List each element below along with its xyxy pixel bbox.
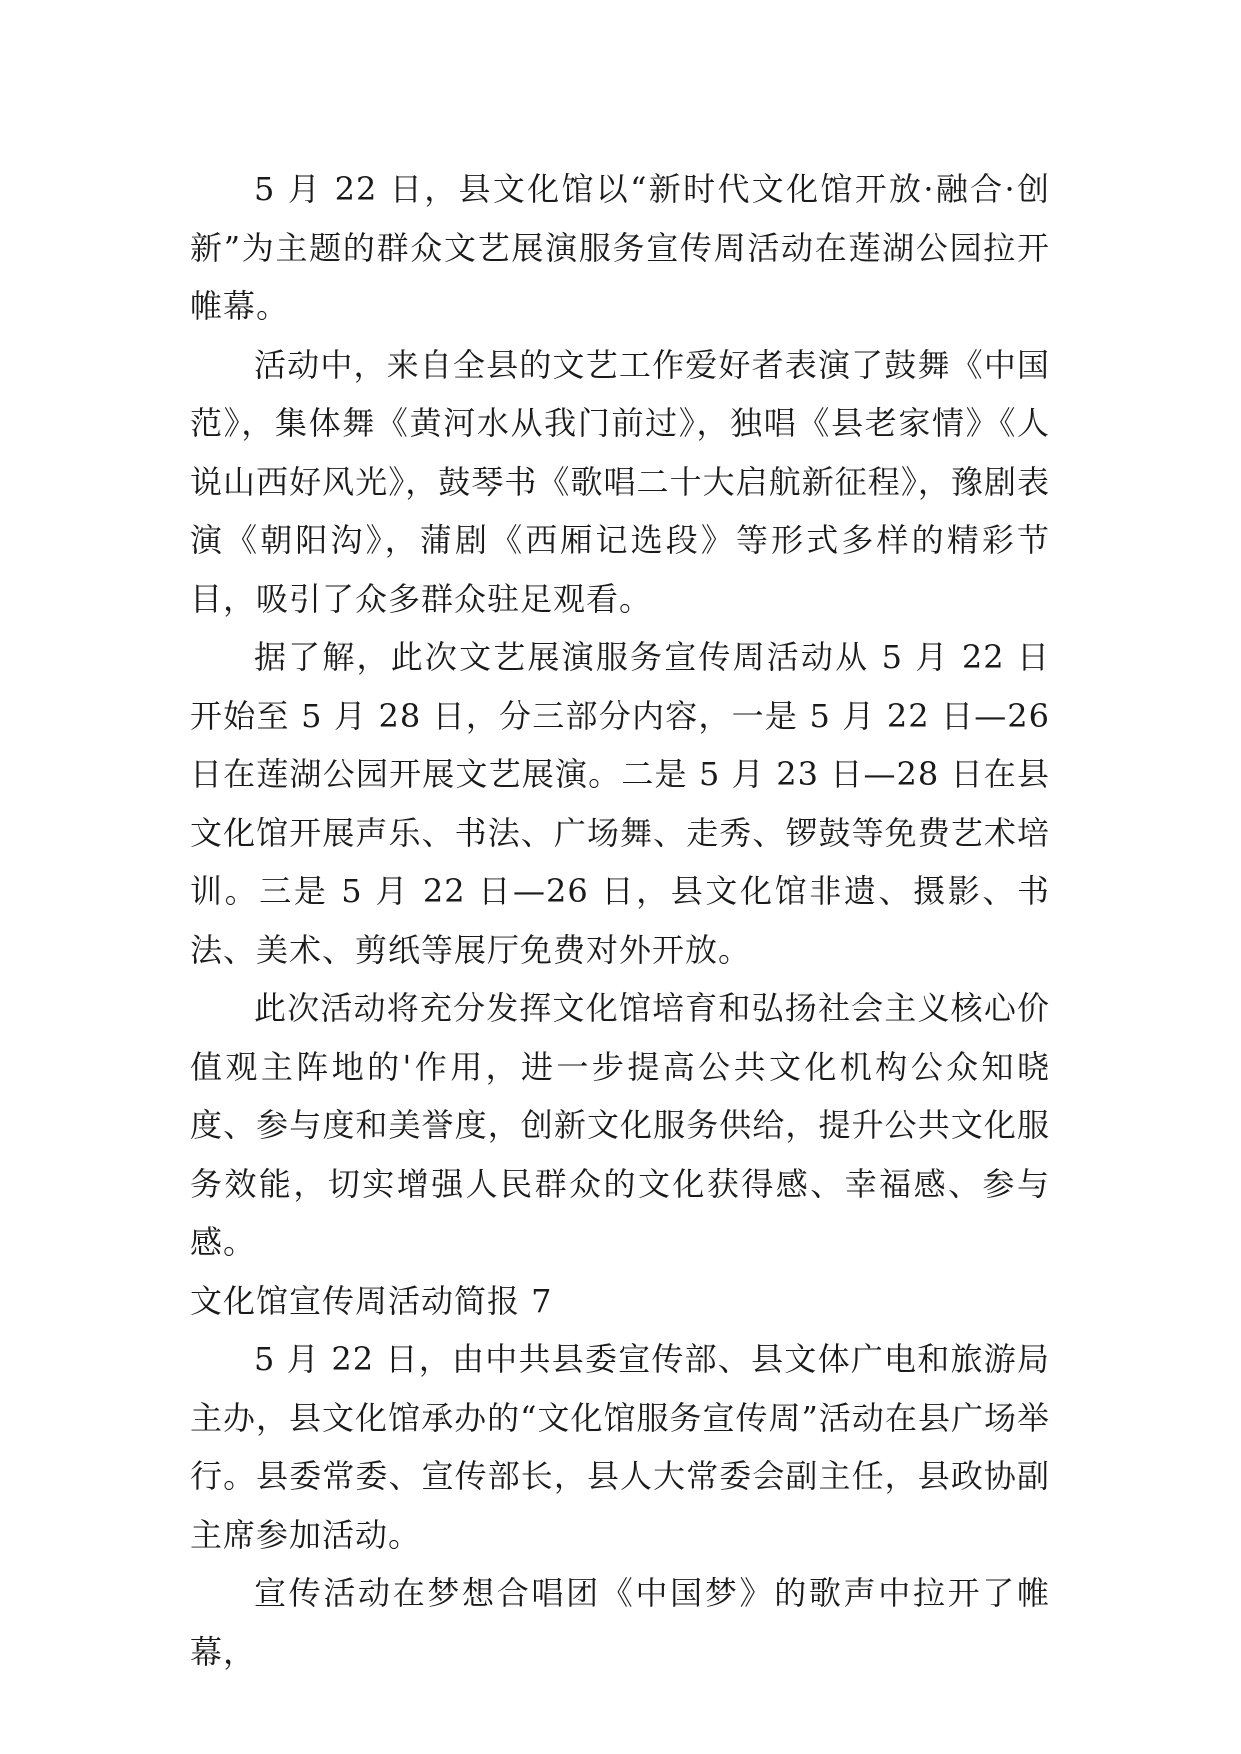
document-page: [190, 160, 1050, 1681]
paragraph-1: 5 月 22 日，县文化馆以“新时代文化馆开放·融合·创新”为主题的群众文艺展演服务宣传周活动在莲湖公园拉开帷幕。: [190, 170, 1050, 325]
paragraph-2: 活动中，来自全县的文艺工作爱好者表演了鼓舞《中国范》，集体舞《黄河水从我门前过》，独唱《县老家情》《人说山西好风光》，鼓琴书《歌唱二十大启航新征程》，豫剧表演《朝阳沟》，蒲剧《西厢记选段》等形式多样的精彩节目，吸引了众多群众驻足观看。: [190, 345, 1050, 618]
paragraph-4: 此次活动将充分发挥文化馆培育和弘扬社会主义核心价值观主阵地的'作用，进一步提高公共文化机构公众知晓度、参与度和美誉度，创新文化服务供给，提升公共文化服务效能，切实增强人民群众的文化获得感、幸福感、参与感。: [190, 989, 1050, 1261]
paragraph-5: 5 月 22 日，由中共县委宣传部、县文体广电和旅游局主办，县文化馆承办的“文化馆服务宣传周”活动在县广场举行。县委常委、宣传部长，县人大常委会副主任，县政协副主席参加活动。: [190, 1340, 1050, 1554]
section-title: 文化馆宣传周活动简报 7: [190, 1281, 553, 1320]
paragraph-6: 宣传活动在梦想合唱团《中国梦》的歌声中拉开了帷幕，: [190, 1574, 1050, 1671]
paragraph-3: 据了解，此次文艺展演服务宣传周活动从 5 月 22 日开始至 5 月 28 日，分三部分内容，一是 5 月 22 日—26 日在莲湖公园开展文艺展演。二是 5 月 23 日—28 日在县文化馆开展声乐、书法、广场舞、走秀、锣鼓等免费艺术培训。三是 5 月 22 日—26 日，县文化馆非遗、摄影、书法、美术、剪纸等展厅免费对外开放。: [190, 638, 1050, 969]
